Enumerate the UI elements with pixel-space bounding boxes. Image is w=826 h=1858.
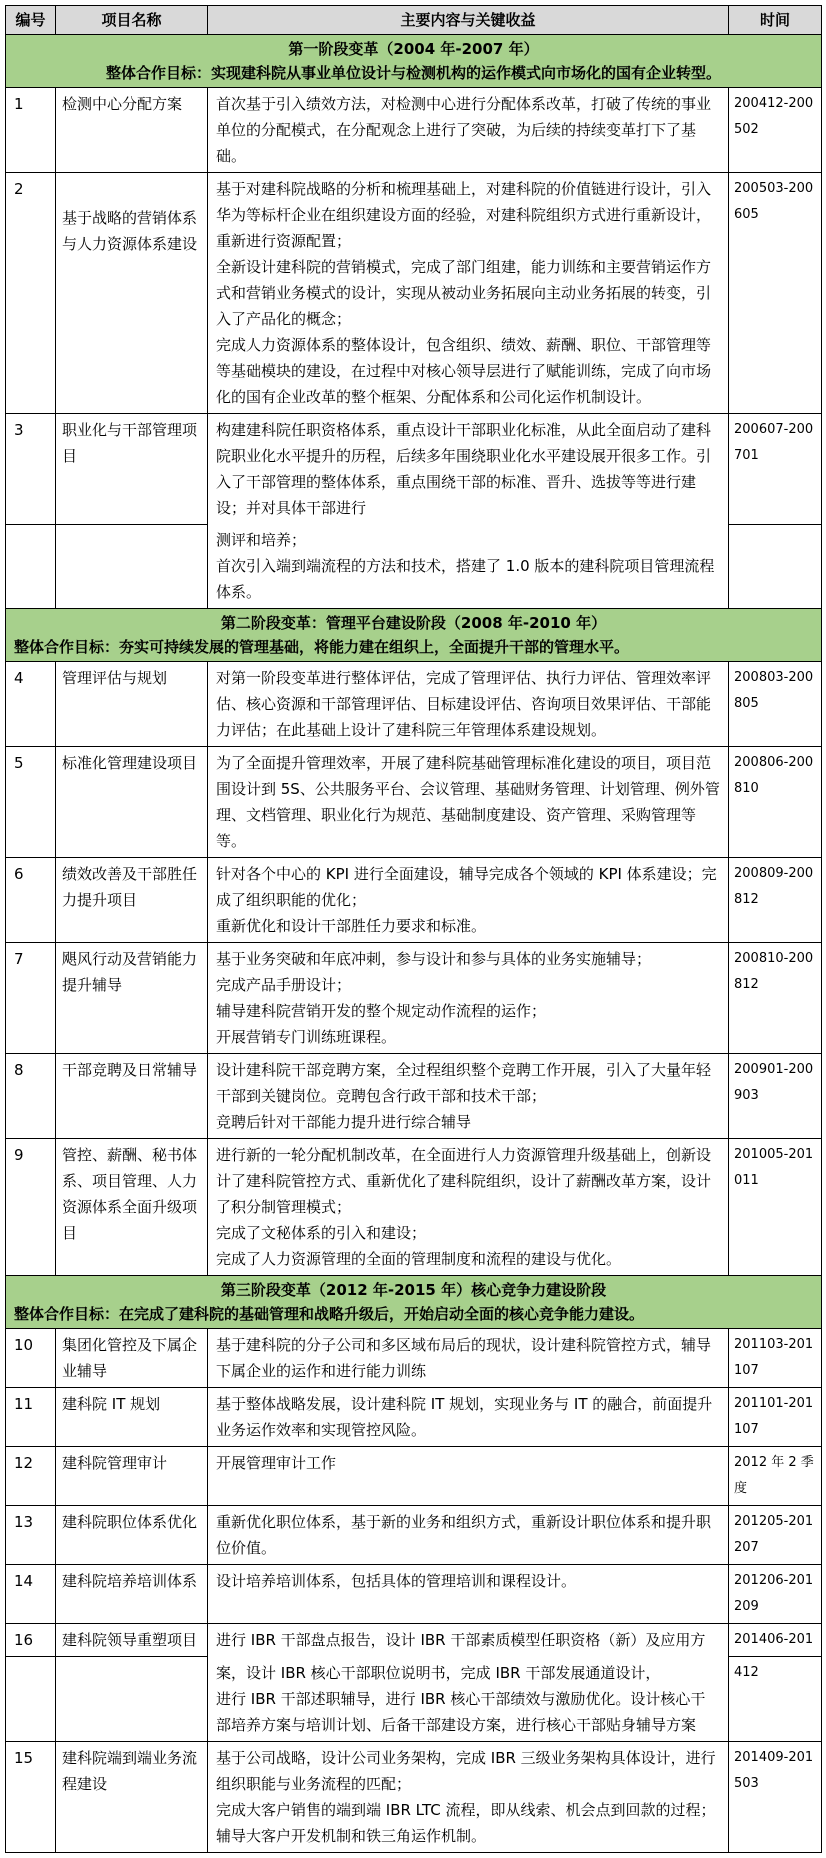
row-id: 7 bbox=[6, 943, 56, 1054]
row-id: 2 bbox=[6, 173, 56, 414]
project-time: 201406-201 bbox=[729, 1624, 822, 1657]
table-row bbox=[6, 943, 822, 1054]
row-id: 11 bbox=[6, 1388, 56, 1447]
content-paragraph: 全新设计建科院的营销模式，完成了部门组建，能力训练和主要营销运作方式和营销业务模式的设计，实现从被动业务拓展向主动业务拓展的转变，引入了产品化的概念； bbox=[216, 258, 712, 328]
content-paragraph: 测评和培养； bbox=[216, 531, 307, 549]
row-id: 12 bbox=[6, 1447, 56, 1506]
project-time: 200803-200805 bbox=[729, 662, 822, 747]
row-id: 13 bbox=[6, 1506, 56, 1565]
project-name bbox=[56, 1657, 208, 1742]
project-name: 建科院端到端业务流程建设 bbox=[56, 1741, 208, 1852]
row-id: 4 bbox=[6, 662, 56, 747]
project-name: 管控、薪酬、秘书体系、项目管理、人力资源体系全面升级项目 bbox=[56, 1139, 208, 1276]
table-row bbox=[6, 1506, 822, 1565]
projects-table bbox=[5, 5, 822, 1853]
table-row bbox=[6, 662, 822, 747]
section-title: 第二阶段变革：管理平台建设阶段（2008 年-2010 年） bbox=[220, 614, 607, 632]
table-row bbox=[6, 1447, 822, 1506]
table-row bbox=[6, 524, 822, 609]
project-name bbox=[56, 524, 208, 609]
content-paragraph: 基于公司战略，设计公司业务架构，完成 IBR 三级业务架构具体设计，进行组织职能与业务流程的匹配； bbox=[216, 1748, 716, 1793]
project-content bbox=[208, 524, 729, 609]
content-paragraph: 为了全面提升管理效率，开展了建科院基础管理标准化建设的项目，项目范围设计到 5S、公共服务平台、会议管理、基础财务管理、计划管理、例外管理、文档管理、职业化行为规范、基础制度建设、资产管理、采购管理等等。 bbox=[216, 754, 720, 850]
project-content bbox=[208, 662, 729, 747]
project-time: 200412-200502 bbox=[729, 88, 822, 173]
table-row bbox=[6, 1741, 822, 1852]
project-content bbox=[208, 414, 729, 525]
content-paragraph: 完成人力资源体系的整体设计，包含组织、绩效、薪酬、职位、干部管理等等基础模块的建设，在过程中对核心领导层进行了赋能训练，完成了向市场化的国有企业改革的整个框架、分配体系和公司化运作机制设计。 bbox=[216, 336, 712, 406]
project-time: 200810-200812 bbox=[729, 943, 822, 1054]
content-paragraph: 进行 IBR 干部盘点报告，设计 IBR 干部素质模型任职资格（新）及应用方 bbox=[216, 1631, 706, 1649]
row-id: 15 bbox=[6, 1741, 56, 1852]
table-row bbox=[6, 1624, 822, 1657]
project-content bbox=[208, 1741, 729, 1852]
project-name: 集团化管控及下属企业辅导 bbox=[56, 1329, 208, 1388]
table-row bbox=[6, 414, 822, 525]
content-paragraph: 设计建科院干部竞聘方案，全过程组织整个竞聘工作开展，引入了大量年轻干部到关键岗位。竞聘包含行政干部和技术干部； bbox=[216, 1061, 712, 1105]
section-cell bbox=[6, 35, 822, 88]
project-time: 201205-201207 bbox=[729, 1506, 822, 1565]
table-row bbox=[6, 1657, 822, 1742]
row-id: 14 bbox=[6, 1565, 56, 1624]
content-paragraph: 案，设计 IBR 核心干部职位说明书，完成 IBR 干部发展通道设计， bbox=[216, 1663, 661, 1682]
header-row bbox=[6, 6, 822, 35]
project-name: 绩效改善及干部胜任力提升项目 bbox=[56, 858, 208, 943]
project-content bbox=[208, 1657, 729, 1742]
table-row bbox=[6, 747, 822, 858]
column-header-name: 项目名称 bbox=[56, 6, 208, 35]
content-paragraph: 基于业务突破和年底冲刺，参与设计和参与具体的业务实施辅导； bbox=[216, 950, 652, 968]
project-content bbox=[208, 173, 729, 414]
project-content bbox=[208, 1329, 729, 1388]
content-paragraph: 辅导大客户开发机制和铁三角运作机制。 bbox=[216, 1826, 487, 1845]
project-content bbox=[208, 88, 729, 173]
project-name: 职业化与干部管理项目 bbox=[56, 414, 208, 525]
project-name: 标准化管理建设项目 bbox=[56, 747, 208, 858]
project-time: 201409-201503 bbox=[729, 1741, 822, 1852]
project-time: 201005-201011 bbox=[729, 1139, 822, 1276]
content-paragraph: 重新优化职位体系，基于新的业务和组织方式，重新设计职位体系和提升职位价值。 bbox=[216, 1513, 712, 1557]
content-paragraph: 基于对建科院战略的分析和梳理基础上，对建科院的价值链进行设计，引入华为等标杆企业在组织建设方面的经验，对建科院组织方式进行重新设计，重新进行资源配置； bbox=[216, 180, 712, 250]
row-id: 8 bbox=[6, 1054, 56, 1139]
section-row bbox=[6, 1276, 822, 1329]
project-time: 2012 年 2 季度 bbox=[729, 1447, 822, 1506]
table-row bbox=[6, 1054, 822, 1139]
section-cell bbox=[6, 609, 822, 662]
project-content bbox=[208, 943, 729, 1054]
project-name: 建科院 IT 规划 bbox=[56, 1388, 208, 1447]
row-id: 9 bbox=[6, 1139, 56, 1276]
column-header-id: 编号 bbox=[6, 6, 56, 35]
project-time: 201103-201107 bbox=[729, 1329, 822, 1388]
project-content bbox=[208, 1624, 729, 1657]
project-name: 干部竞聘及日常辅导 bbox=[56, 1054, 208, 1139]
project-content bbox=[208, 1506, 729, 1565]
content-paragraph: 基于整体战略发展，设计建科院 IT 规划，实现业务与 IT 的融合，前面提升业务运作效率和实现管控风险。 bbox=[216, 1395, 713, 1439]
content-paragraph: 针对各个中心的 KPI 进行全面建设，辅导完成各个领域的 KPI 体系建设；完成了组织职能的优化； bbox=[216, 865, 717, 909]
project-name: 建科院职位体系优化 bbox=[56, 1506, 208, 1565]
column-header-time: 时间 bbox=[729, 6, 822, 35]
project-name: 基于战略的营销体系与人力资源体系建设 bbox=[56, 173, 208, 414]
project-time: 200503-200605 bbox=[729, 173, 822, 414]
project-name: 建科院培养培训体系 bbox=[56, 1565, 208, 1624]
content-paragraph: 完成大客户销售的端到端 IBR LTC 流程，即从线索、机会点到回款的过程； bbox=[216, 1800, 716, 1819]
project-time: 412 bbox=[729, 1657, 822, 1742]
content-paragraph: 竞聘后针对干部能力提升进行综合辅导 bbox=[216, 1113, 472, 1131]
project-time: 200806-200810 bbox=[729, 747, 822, 858]
project-content bbox=[208, 1388, 729, 1447]
project-content bbox=[208, 1565, 729, 1624]
content-paragraph: 完成了人力资源管理的全面的管理制度和流程的建设与优化。 bbox=[216, 1250, 622, 1268]
content-paragraph: 对第一阶段变革进行整体评估，完成了管理评估、执行力评估、管理效率评估、核心资源和干部管理评估、目标建设评估、咨询项目效果评估、干部能力评估；在此基础上设计了建科院三年管理体系建设规划。 bbox=[216, 669, 712, 739]
section-title: 第三阶段变革（2012 年-2015 年）核心竞争力建设阶段 bbox=[220, 1281, 607, 1299]
project-name: 管理评估与规划 bbox=[56, 662, 208, 747]
table-row bbox=[6, 173, 822, 414]
row-id: 16 bbox=[6, 1624, 56, 1657]
row-id: 6 bbox=[6, 858, 56, 943]
content-paragraph: 进行 IBR 干部述职辅导，进行 IBR 核心干部绩效与激励优化。设计核心干 bbox=[216, 1689, 706, 1708]
content-paragraph: 完成了文秘体系的引入和建设； bbox=[216, 1224, 427, 1242]
project-time: 200809-200812 bbox=[729, 858, 822, 943]
row-id: 1 bbox=[6, 88, 56, 173]
content-paragraph: 设计培养培训体系，包括具体的管理培训和课程设计。 bbox=[216, 1572, 577, 1590]
project-time: 201206-201209 bbox=[729, 1565, 822, 1624]
content-paragraph: 基于建科院的分子公司和多区域布局后的现状，设计建科院管控方式，辅导下属企业的运作和进行能力训练 bbox=[216, 1336, 712, 1380]
table-row bbox=[6, 1388, 822, 1447]
project-content bbox=[208, 747, 729, 858]
project-name: 检测中心分配方案 bbox=[56, 88, 208, 173]
table-row bbox=[6, 1329, 822, 1388]
content-paragraph: 部培养方案与培训计划、后备干部建设方案，进行核心干部贴身辅导方案 bbox=[216, 1715, 697, 1734]
row-id bbox=[6, 524, 56, 609]
table-row bbox=[6, 1565, 822, 1624]
section-row bbox=[6, 35, 822, 88]
project-content bbox=[208, 858, 729, 943]
project-name: 建科院领导重塑项目 bbox=[56, 1624, 208, 1657]
content-paragraph: 完成产品手册设计； bbox=[216, 976, 352, 994]
column-header-content: 主要内容与关键收益 bbox=[208, 6, 729, 35]
project-content bbox=[208, 1447, 729, 1506]
row-id: 10 bbox=[6, 1329, 56, 1388]
section-goal: 整体合作目标：在完成了建科院的基础管理和战略升级后，开始启动全面的核心竞争能力建设。 bbox=[14, 1305, 645, 1323]
project-name: 飓风行动及营销能力提升辅导 bbox=[56, 943, 208, 1054]
project-time: 200607-200701 bbox=[729, 414, 822, 525]
project-content bbox=[208, 1054, 729, 1139]
table-header bbox=[6, 6, 822, 35]
project-content bbox=[208, 1139, 729, 1276]
section-title: 第一阶段变革（2004 年-2007 年） bbox=[288, 40, 539, 58]
content-paragraph: 首次基于引入绩效方法，对检测中心进行分配体系改革，打破了传统的事业单位的分配模式，在分配观念上进行了突破，为后续的持续变革打下了基础。 bbox=[216, 95, 712, 165]
row-id: 5 bbox=[6, 747, 56, 858]
content-paragraph: 进行新的一轮分配机制改革，在全面进行人力资源管理升级基础上，创新设计了建科院管控方式、重新优化了建科院组织，设计了薪酬改革方案，设计了积分制管理模式； bbox=[216, 1146, 712, 1216]
project-time: 200901-200903 bbox=[729, 1054, 822, 1139]
section-goal: 整体合作目标：夯实可持续发展的管理基础，将能力建在组织上，全面提升干部的管理水平。 bbox=[14, 638, 630, 656]
project-time: 201101-201107 bbox=[729, 1388, 822, 1447]
content-paragraph: 首次引入端到端流程的方法和技术，搭建了 1.0 版本的建科院项目管理流程体系。 bbox=[216, 557, 715, 601]
row-id: 3 bbox=[6, 414, 56, 525]
table-body bbox=[6, 35, 822, 1853]
content-paragraph: 重新优化和设计干部胜任力要求和标准。 bbox=[216, 917, 487, 935]
section-goal: 整体合作目标：实现建科院从事业单位设计与检测机构的运作模式向市场化的国有企业转型。 bbox=[105, 64, 721, 82]
content-paragraph: 构建建科院任职资格体系，重点设计干部职业化标准，从此全面启动了建科院职业化水平提升的历程，后续多年围绕职业化水平建设展开很多工作。引入了干部管理的整体体系，重点围绕干部的标准、晋升、选拔等等进行建设；并对具体干部进行 bbox=[216, 421, 712, 517]
row-id bbox=[6, 1657, 56, 1742]
table-row bbox=[6, 1139, 822, 1276]
section-row bbox=[6, 609, 822, 662]
table-row bbox=[6, 858, 822, 943]
project-time bbox=[729, 524, 822, 609]
table-row bbox=[6, 88, 822, 173]
content-paragraph: 开展管理审计工作 bbox=[216, 1454, 337, 1472]
content-paragraph: 开展营销专门训练班课程。 bbox=[216, 1028, 397, 1046]
project-name: 建科院管理审计 bbox=[56, 1447, 208, 1506]
section-cell bbox=[6, 1276, 822, 1329]
content-paragraph: 辅导建科院营销开发的整个规定动作流程的运作； bbox=[216, 1002, 547, 1020]
